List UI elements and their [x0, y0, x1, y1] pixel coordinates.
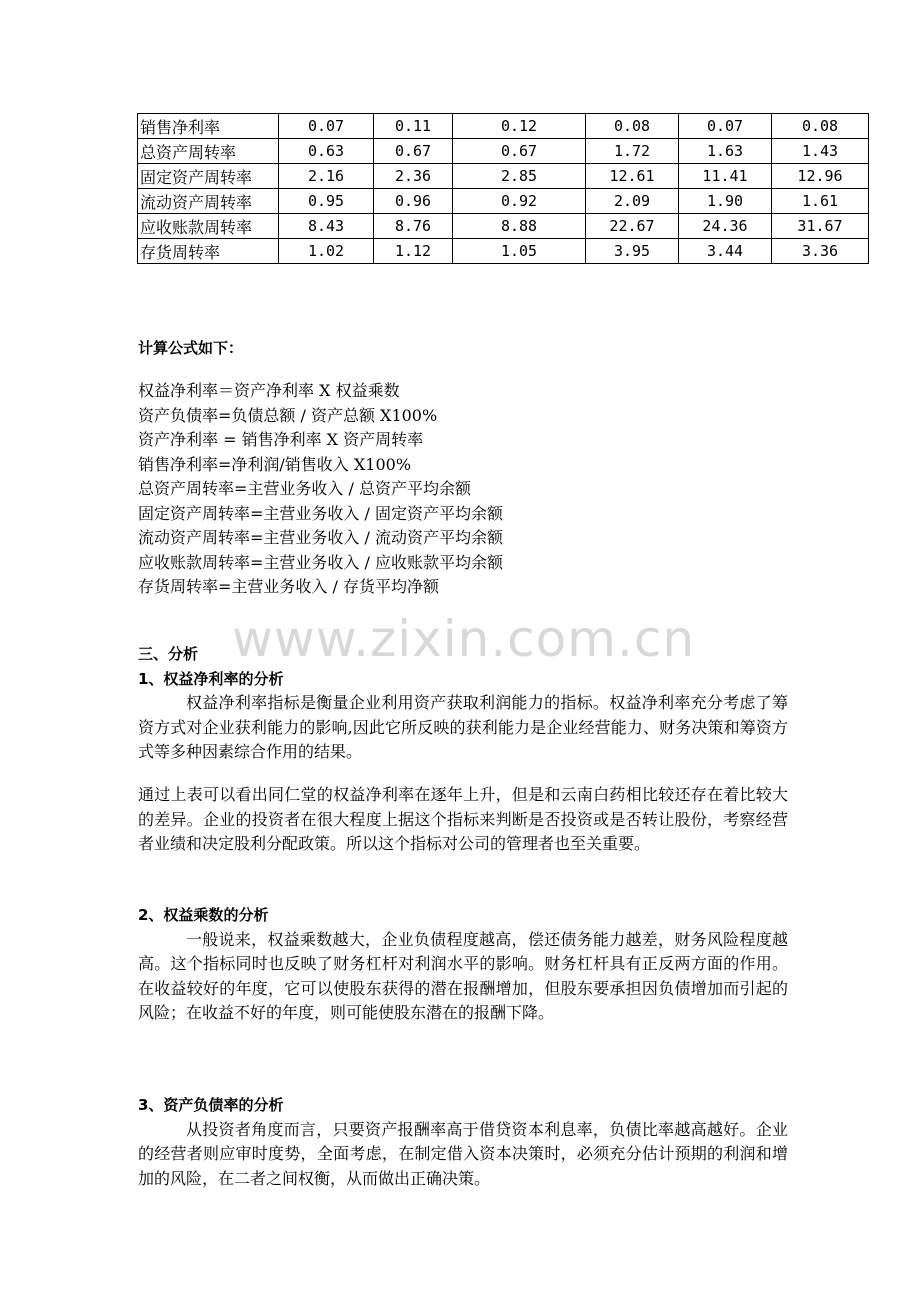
ratio-table: [137, 113, 869, 264]
table-cell: 1.05: [453, 239, 586, 264]
table-cell: 0.63: [279, 139, 374, 164]
table-cell: 1.12: [374, 239, 453, 264]
formula-line: 资产净利率 = 销售净利率 X 资产周转率: [138, 430, 424, 449]
table-cell: 0.08: [586, 114, 679, 139]
section-1-paragraph-2: 通过上表可以看出同仁堂的权益净利率在逐年上升，但是和云南白药相比较还存在着比较大的差异。企业的投资者在很大程度上据这个指标来判断是否投资或是否转让股份，考察经营者业绩和决定股利分配政策。所以这个指标对公司的管理者也至关重要。: [138, 785, 788, 853]
table-cell: 11.41: [679, 164, 772, 189]
section-3: [138, 1093, 788, 1191]
table-cell: 8.43: [279, 214, 374, 239]
row-label: 总资产周转率: [138, 139, 279, 164]
formula-title: 计算公式如下：: [138, 339, 244, 357]
table-cell: 0.96: [374, 189, 453, 214]
table-row: [138, 214, 869, 239]
formula-line: 固定资产周转率=主营业务收入 / 固定资产平均余额: [138, 503, 503, 523]
section-2: [138, 903, 788, 1026]
table-cell: 3.36: [772, 239, 869, 264]
formula-line: 应收账款周转率=主营业务收入 / 应收账款平均余额: [138, 552, 503, 572]
row-label: 销售净利率: [138, 114, 279, 139]
table-cell: 12.96: [772, 164, 869, 189]
analysis-title: 三、分析: [138, 645, 199, 663]
table-row: [138, 189, 869, 214]
formula-line: 流动资产周转率=主营业务收入 / 流动资产平均余额: [138, 528, 503, 547]
table-row: [138, 114, 869, 139]
table-cell: 8.88: [453, 214, 586, 239]
analysis-section: [138, 642, 788, 765]
table-cell: 8.76: [374, 214, 453, 239]
table-cell: 0.92: [453, 189, 586, 214]
formula-list: [138, 379, 788, 600]
table-cell: 0.07: [279, 114, 374, 139]
table-cell: 1.02: [279, 239, 374, 264]
row-label: 固定资产周转率: [138, 164, 279, 189]
section-2-paragraph-1: 一般说来，权益乘数越大，企业负债程度越高，偿还债务能力越差，财务风险程度越高。这个指标同时也反映了财务杠杆对利润水平的影响。财务杠杆具有正反两方面的作用。在收益较好的年度，它可以使股东获得的潜在报酬增加，但股东要承担因负债增加而引起的风险；在收益不好的年度，则可能使股东潜在的报酬下降。: [138, 929, 788, 1022]
table-cell: 0.08: [772, 114, 869, 139]
formula-line: 总资产周转率=主营业务收入 / 总资产平均余额: [138, 479, 471, 498]
table-cell: 2.09: [586, 189, 679, 214]
formula-line: 存货周转率=主营业务收入 / 存货平均净额: [138, 577, 439, 596]
table-cell: 0.07: [679, 114, 772, 139]
table-cell: 1.72: [586, 139, 679, 164]
table-cell: 1.90: [679, 189, 772, 214]
row-label: 存货周转率: [138, 239, 279, 264]
table-cell: 2.36: [374, 164, 453, 189]
section-1-continued: [138, 783, 788, 857]
table-row: [138, 139, 869, 164]
table-cell: 1.61: [772, 189, 869, 214]
table-cell: 22.67: [586, 214, 679, 239]
table-cell: 0.67: [374, 139, 453, 164]
table-cell: 1.43: [772, 139, 869, 164]
formula-line: 权益净利率＝资产净利率 X 权益乘数: [138, 381, 400, 400]
table-cell: 24.36: [679, 214, 772, 239]
table-row: [138, 239, 869, 264]
watermark: www.zixin.com.cn: [232, 610, 696, 668]
table-cell: 12.61: [586, 164, 679, 189]
formula-line: 资产负债率=负债总额 / 资产总额 X100%: [138, 405, 438, 425]
table-cell: 31.67: [772, 214, 869, 239]
section-1-heading: 1、权益净利率的分析: [138, 669, 284, 688]
section-1-paragraph-1: 权益净利率指标是衡量企业利用资产获取利润能力的指标。权益净利率充分考虑了筹资方式对企业获利能力的影响,因此它所反映的获利能力是企业经营能力、财务决策和筹资方式等多种因素综合作用的结果。: [138, 693, 788, 761]
table-cell: 0.11: [374, 114, 453, 139]
table-cell: 1.63: [679, 139, 772, 164]
table-cell: 0.12: [453, 114, 586, 139]
row-label: 应收账款周转率: [138, 214, 279, 239]
table-cell: 3.44: [679, 239, 772, 264]
section-3-heading: 3、资产负债率的分析: [138, 1096, 284, 1114]
table-cell: 2.85: [453, 164, 586, 189]
row-label: 流动资产周转率: [138, 189, 279, 214]
section-3-paragraph-1: 从投资者角度而言，只要资产报酬率高于借贷资本利息率，负债比率越高越好。企业的经营者则应审时度势，全面考虑，在制定借入资本决策时，必须充分估计预期的利润和增加的风险，在二者之间权衡，从而做出正确决策。: [138, 1119, 788, 1188]
table-cell: 0.95: [279, 189, 374, 214]
table-cell: 2.16: [279, 164, 374, 189]
table-cell: 0.67: [453, 139, 586, 164]
formula-line: 销售净利率=净利润/销售收入 X100%: [138, 454, 412, 474]
section-2-heading: 2、权益乘数的分析: [138, 906, 269, 924]
table-cell: 3.95: [586, 239, 679, 264]
formula-section: [138, 336, 788, 361]
table-row: [138, 164, 869, 189]
